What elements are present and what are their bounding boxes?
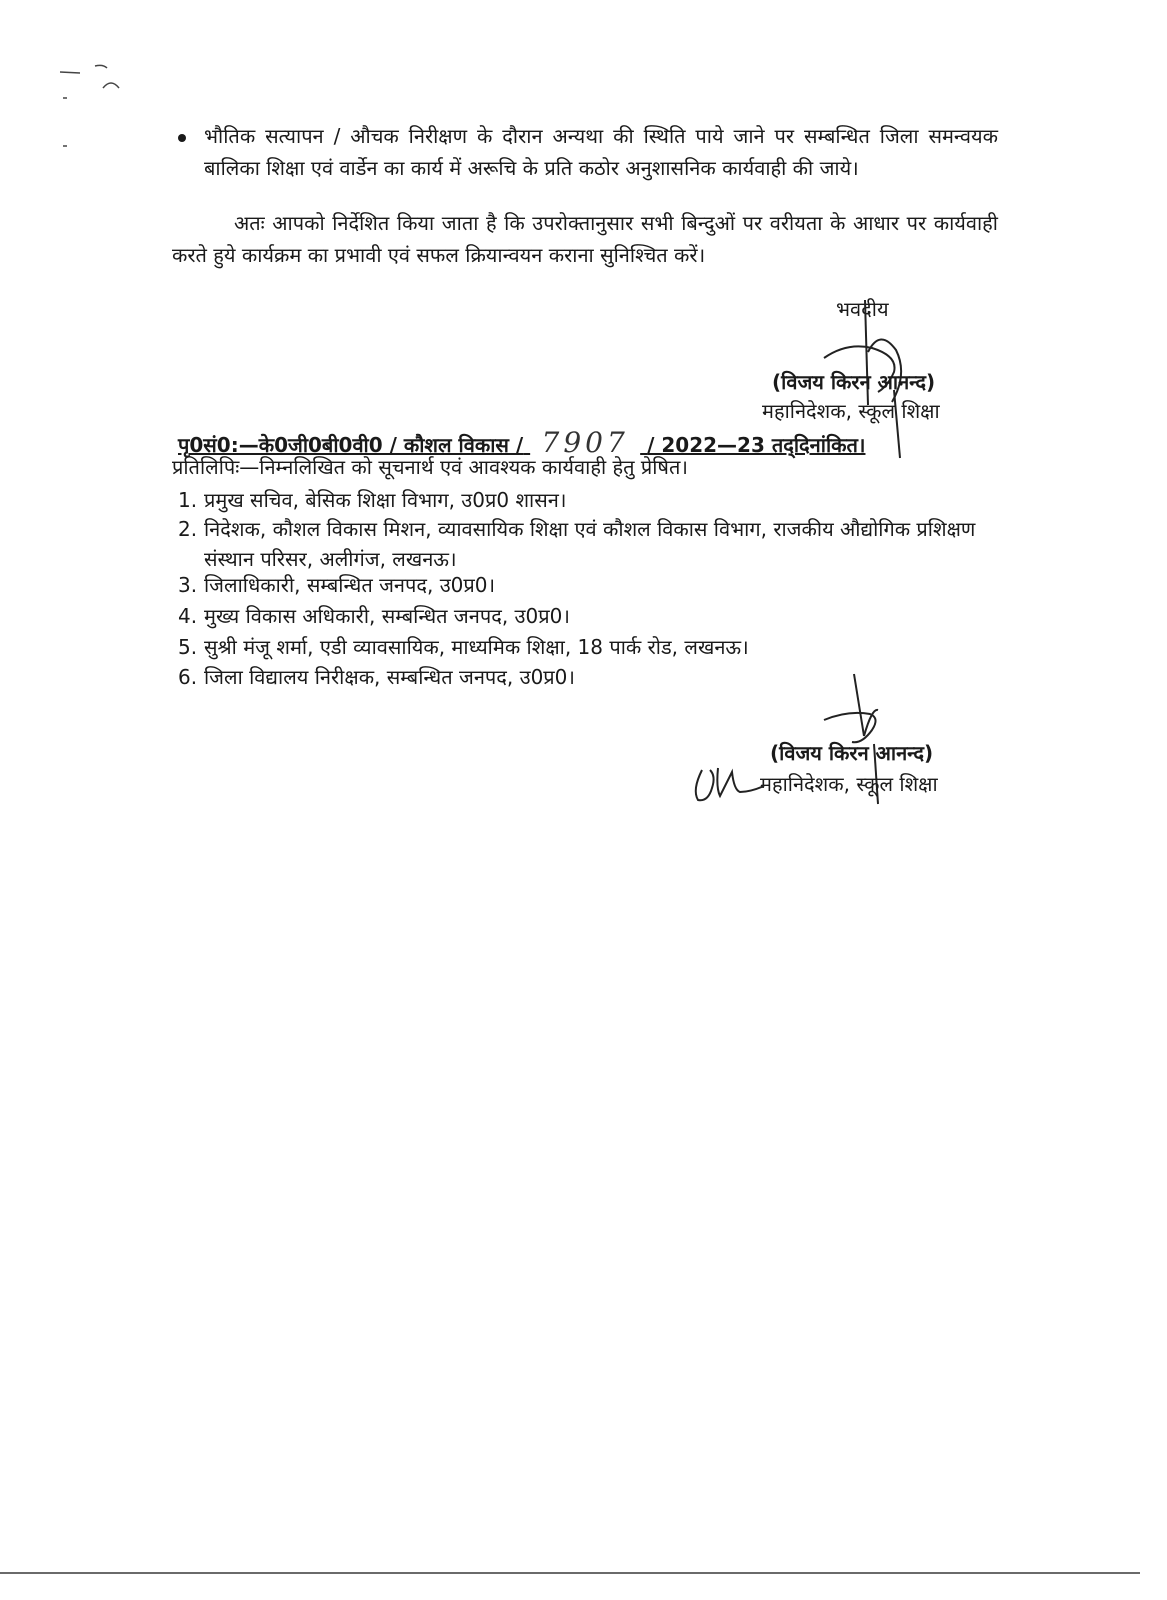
scan-bottom-edge <box>0 1572 1140 1574</box>
copy-list-number: 1. <box>178 488 198 512</box>
bullet-point <box>178 134 186 142</box>
copy-list-text: प्रमुख सचिव, बेसिक शिक्षा विभाग, उ0प्र0 शासन। <box>204 488 567 512</box>
reference-handwritten-number: 7907 <box>541 426 629 459</box>
copy-list-text: निदेशक, कौशल विकास मिशन, व्यावसायिक शिक्षा एवं कौशल विकास विभाग, राजकीय औद्योगिक प्रशिक्षण संस्थान परिसर, अलीगंज, लखनऊ। <box>204 517 976 571</box>
copy-list-number: 3. <box>178 573 198 597</box>
copy-list-text: मुख्य विकास अधिकारी, सम्बन्धित जनपद, उ0प्र0। <box>204 604 570 628</box>
copy-list-text: सुश्री मंजू शर्मा, एडी व्यावसायिक, माध्यमिक शिक्षा, 18 पार्क रोड, लखनऊ। <box>204 635 749 659</box>
copy-list-number: 2. <box>178 517 198 541</box>
signatory-1-name: (विजय किरन आनन्द) <box>772 370 936 394</box>
copy-list-number: 6. <box>178 665 198 689</box>
initials-mark <box>688 762 768 806</box>
scan-mark-top-left <box>55 60 135 160</box>
bullet-paragraph: भौतिक सत्यापन / औचक निरीक्षण के दौरान अन्यथा की स्थिति पाये जाने पर सम्बन्धित जिला समन्वयक बालिका शिक्षा एवं वार्डेन का कार्य में अरूचि के प्रति कठोर अनुशासनिक कार्यवाही की जाये। <box>204 124 998 180</box>
signatory-2-designation: महानिदेशक, स्कूल शिक्षा <box>760 772 938 796</box>
copy-list-item <box>178 632 994 662</box>
copy-list-item <box>178 514 994 574</box>
copy-intro: प्रतिलिपिः—निम्नलिखित को सूचनार्थ एवं आवश्यक कार्यवाही हेतु प्रेषित। <box>172 455 688 479</box>
closing-salutation: भवदीय <box>836 297 889 321</box>
copy-list-item <box>178 601 994 631</box>
copy-list-number: 5. <box>178 635 198 659</box>
copy-list-item <box>178 485 994 515</box>
copy-list-number: 4. <box>178 604 198 628</box>
reference-suffix: / 2022—23 तद्‌दिनांकित। <box>647 433 866 457</box>
signatory-2-name: (विजय किरन आनन्द) <box>770 741 934 765</box>
copy-list-item <box>178 570 994 600</box>
directive-paragraph: अतः आपको निर्देशित किया जाता है कि उपरोक्तानुसार सभी बिन्दुओं पर वरीयता के आधार पर कार्यवाही करते हुये कार्यक्रम का प्रभावी एवं सफल क्रियान्वयन कराना सुनिश्चित करें। <box>172 211 998 267</box>
copy-list-text: जिलाधिकारी, सम्बन्धित जनपद, उ0प्र0। <box>204 573 496 597</box>
copy-list-text: जिला विद्यालय निरीक्षक, सम्बन्धित जनपद, उ0प्र0। <box>204 665 575 689</box>
reference-prefix: पृ0सं0:—के0जी0बी0वी0 / कौशल विकास / <box>178 433 524 457</box>
signatory-1-designation: महानिदेशक, स्कूल शिक्षा <box>762 399 940 423</box>
